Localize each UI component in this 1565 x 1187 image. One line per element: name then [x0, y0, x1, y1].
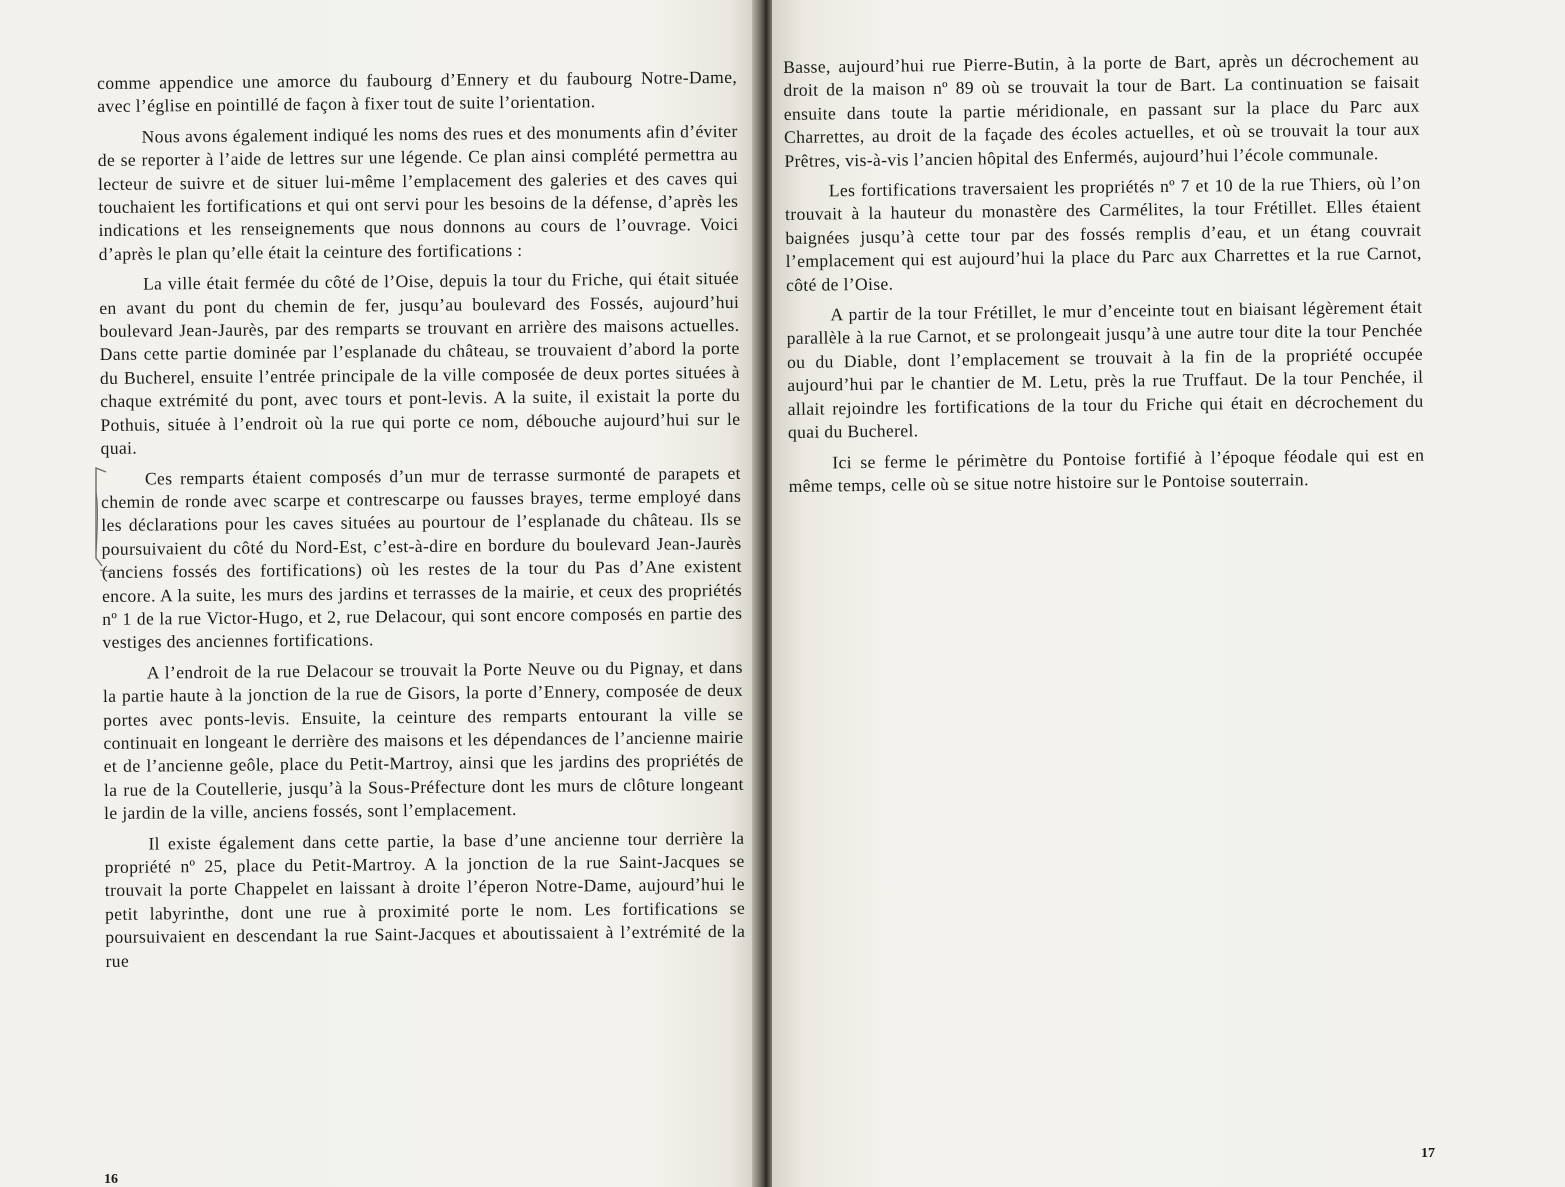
paragraph-continued: comme appendice une amorce du faubourg d’Ennery et du faubourg Notre-Dame, avec l’église en pointillé de façon à fixer tout de suite l’orientation. [97, 66, 738, 117]
page-number-right: 17 [1421, 1146, 1435, 1161]
paragraph: Ici se ferme le périmètre du Pontoise fortifié à l’époque féodale qui est en même temps, celle où se situe notre histoire sur le Pontoise souterrain. [788, 444, 1425, 496]
paragraph: Les fortifications traversaient les propriétés nº 7 et 10 de la rue Thiers, où l’on trouvait à la hauteur du monastère des Carmélites, la tour Frétillet. Elles étaient baignées jusqu’à cette tour par des fossés remplis d’eau, et un étang couvrait l’emplacement qui est aujourd’hui la place du Parc aux Charrettes et la rue Carnot, côté de l’Oise. [784, 172, 1422, 295]
paragraph: A partir de la tour Frétillet, le mur d’enceinte tout en biaisant légèrement était parallèle à la rue Carnot, et se prolongeait jusqu’à une autre tour dite la tour Penchée ou du Diable, dont l’emplacement se trouvait à la fin de la propriété occupée aujourd’hui par le chantier de M. Letu, près la rue Truffaut. De la tour Penchée, il allait rejoindre les fortifications de la tour du Friche qui était en décrochement du quai du Bucherel. [786, 296, 1424, 443]
left-page [0, 0, 760, 1187]
paragraph: La ville était fermée du côté de l’Oise, depuis la tour du Friche, qui était située en avant du pont du chemin de fer, jusqu’au boulevard des Fossés, aujourd’hui boulevard Jean-Jaurès, par des remparts se trouvant en arrière des maisons actuelles. Dans cette partie dominée par l’esplanade du château, se trouvaient d’abord la porte du Bucherel, ensuite l’entrée principale de la ville composée de deux portes situées à chaque extrémité du pont, avec tours et pont-levis. A la suite, il existait la porte du Pothuis, située à l’endroit où la rue qui porte ce nom, débouche aujourd’hui sur le quai. [99, 268, 741, 459]
paragraph: A l’endroit de la rue Delacour se trouvait la Porte Neuve ou du Pignay, et dans la partie haute à la jonction de la rue de Gisors, la porte d’Ennery, composée de deux portes avec ponts-levis. Ensuite, la ceinture des remparts entourant la ville se continuait en longeant le derrière des maisons et les dépendances de l’ancienne mairie et de l’ancienne geôle, place du Petit-Martroy, ainsi que les jardins des propriétés de la rue de la Coutellerie, jusqu’à la Sous-Préfecture dont les murs de clôture longeant le jardin de la ville, anciens fossés, sont l’emplacement. [102, 656, 744, 824]
left-page-text [97, 66, 746, 980]
paragraph: Nous avons également indiqué les noms des rues et des monuments afin d’éviter de se reporter à l’aide de lettres sur une légende. Ce plan ainsi complété permettra au lecteur de suivre et de situer lui-même l’emplacement des galeries et des caves qui touchaient les fortifications et qui ont servi pour les besoins de la défense, d’après les indications et les renseignements que nous donnons au cours de l’ouvrage. Voici d’après le plan qu’elle était la ceinture des fortifications : [97, 120, 739, 264]
paragraph: Ces remparts étaient composés d’un mur de terrasse surmonté de parapets et chemin de ronde avec scarpe et contrescarpe ou fausses brayes, terme employé dans les déclarations pour les caves situées au pourtour de l’esplanade du château. Ils se poursuivaient du côté du Nord-Est, c’est-à-dire en bordure du boulevard Jean-Jaurès (anciens fossés des fortifications) où les restes de la tour du Pas d’Ane existent encore. A la suite, les murs des jardins et terrasses de la mairie, et ceux des propriétés nº 1 de la rue Victor-Hugo, et 2, rue Delacour, qui sont encore composés en partie des vestiges des anciennes fortifications. [101, 462, 743, 653]
paragraph-continued: Basse, aujourd’hui rue Pierre-Butin, à la porte de Bart, après un décrochement au droit de la maison nº 89 où se trouvait la tour de Bart. La continuation se faisait ensuite dans toute la partie méridionale, en passant sur la place du Parc aux Charrettes, au droit de la façade des écoles actuelles, et où se trouvait la tour aux Prêtres, vis-à-vis l’ancien hôpital des Enfermés, aujourd’hui l’école communale. [783, 48, 1421, 171]
page-number-left: 16 [104, 1172, 118, 1187]
paragraph: Il existe également dans cette partie, la base d’une ancienne tour derrière la propriété nº 25, place du Petit-Martroy. A la jonction de la rue Saint-Jacques se trouvait la porte Chappelet en laissant à droite l’éperon Notre-Dame, aujourd’hui le petit labyrinthe, dont une rue à proximité porte le nom. Les fortifications se poursuivaient en descendant la rue Saint-Jacques et aboutissaient à l’extrémité de la rue [104, 827, 746, 971]
right-page-text [783, 48, 1425, 506]
